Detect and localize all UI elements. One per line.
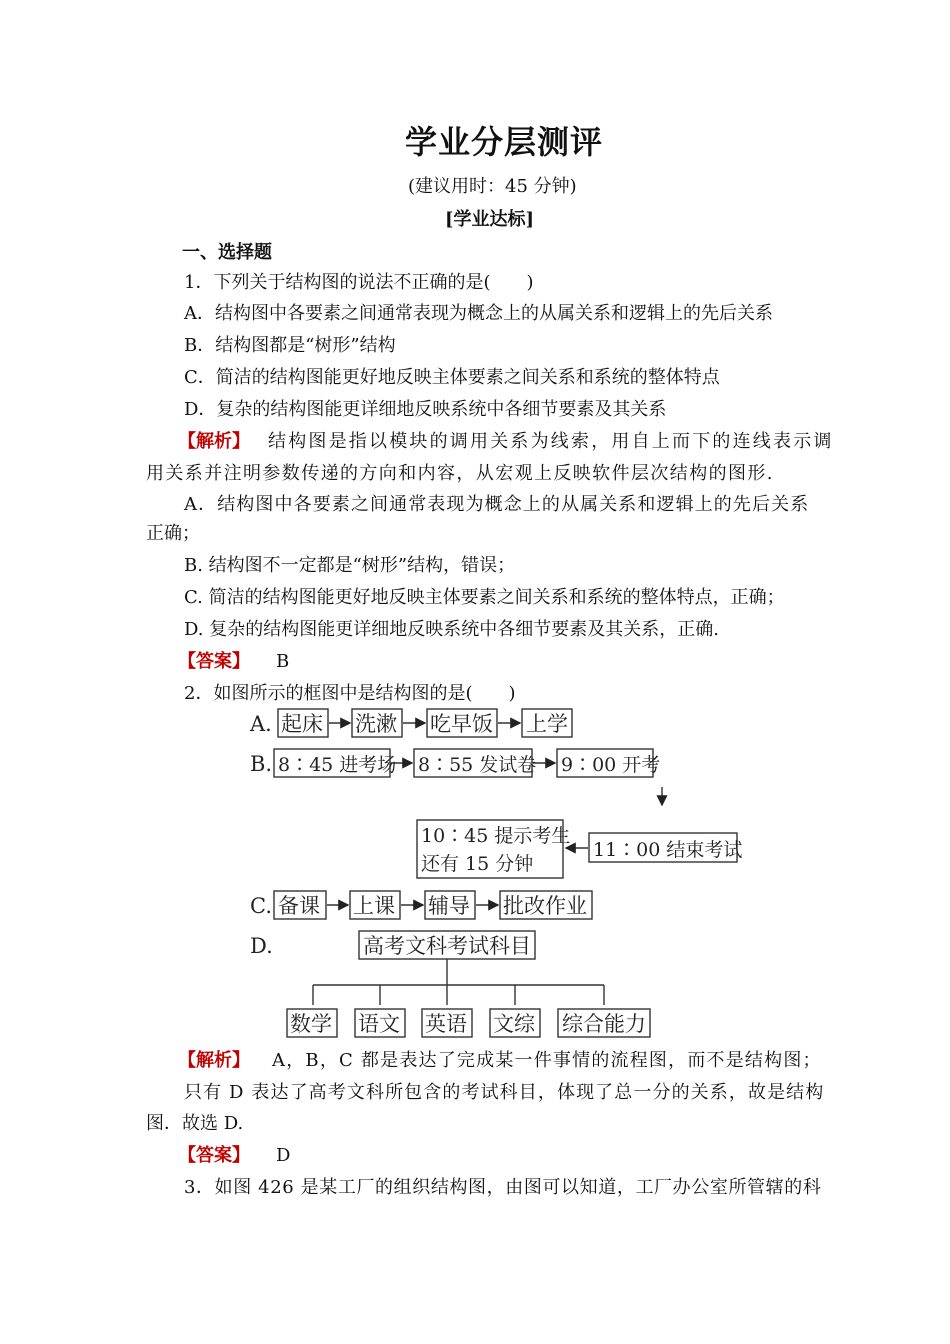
fig-label-c: C. [250,894,272,918]
fig-box-text: 高考文科考试科目 [363,934,531,958]
q1-option-c: C．简洁的结构图能更好地反映主体要素之间关系和系统的整体特点 [184,367,720,388]
q1-analysis-line: C. 简洁的结构图能更好地反映主体要素之间关系和系统的整体特点，正确； [184,587,785,608]
q1-option-b: B．结构图都是“树形”结构 [184,335,396,356]
fig-box-text: 9∶00 开考 [561,754,661,776]
q2-analysis-line: A，B，C 都是表达了完成某一件事情的流程图，而不是结构图； [272,1050,822,1071]
q1-option-a: A．结构图中各要素之间通常表现为概念上的从属关系和逻辑上的先后关系 [184,303,773,324]
q2-analysis-line: 只有 D 表达了高考文科所包含的考试科目，体现了总一分的关系，故是结构 [184,1082,825,1103]
q1-option-d: D．复杂的结构图能更详细地反映系统中各细节要素及其关系 [184,399,667,420]
q2-analysis-tag: 【解析】 [178,1050,250,1071]
fig-label-d: D. [250,934,273,958]
q2-analysis-line: 图．故选 D. [146,1113,244,1134]
fig-box-text: 11∶00 结束考试 [593,839,743,861]
q1-stem: 1．下列关于结构图的说法不正确的是( ) [184,272,534,293]
q1-analysis-line: 结构图是指以模块的调用关系为线索，用自上而下的连线表示调 [268,431,834,452]
fig-box-text: 吃早饭 [430,712,493,736]
fig-box-text: 文综 [493,1012,535,1036]
part-heading: 一、选择题 [182,242,272,263]
subtitle: (建议用时：45 分钟) [408,176,577,197]
q2-answer-tag: 【答案】 [178,1145,250,1166]
fig-box-text: 语文 [358,1012,400,1036]
section-tag: [学业达标] [445,209,535,230]
fig-box-text: 备课 [278,894,320,918]
fig-box-text: 批改作业 [503,894,587,918]
fig-box-text: 洗漱 [355,712,397,736]
q1-analysis-line: D. 复杂的结构图能更详细地反映系统中各细节要素及其关系，正确. [184,619,719,640]
fig-box-text: 还有 15 分钟 [421,853,534,875]
fig-box-text: 8∶55 发试卷 [418,754,537,776]
fig-box-text: 8∶45 进考场 [278,754,397,776]
q1-analysis-tag: 【解析】 [178,431,250,452]
fig-box-text: 上课 [353,894,395,918]
fig-box-text: 起床 [281,712,323,736]
q2-answer: D [276,1145,291,1166]
q1-analysis-line: B. 结构图不一定都是“树形”结构，错误； [184,555,516,576]
fig-box-text: 英语 [425,1012,467,1036]
q1-analysis-line: 正确； [146,523,200,544]
fig-label-b: B. [250,752,273,776]
fig-box-text: 综合能力 [562,1012,646,1036]
q1-answer: B [276,651,290,672]
fig-box-text: 上学 [526,712,568,736]
q3-stem: 3．如图 426 是某工厂的组织结构图，由图可以知道，工厂办公室所管辖的科 [184,1177,822,1198]
page-title: 学业分层测评 [405,123,604,161]
fig-label-a: A. [250,712,272,736]
fig-box-text: 10∶45 提示考生 [421,825,571,847]
fig-box-text: 数学 [290,1012,332,1036]
q2-stem: 2．如图所示的框图中是结构图的是( ) [184,683,516,704]
q1-answer-tag: 【答案】 [178,651,250,672]
q1-analysis-line: A．结构图中各要素之间通常表现为概念上的从属关系和逻辑上的先后关系 [184,494,810,515]
fig-box-text: 辅导 [428,894,470,918]
q1-analysis-line: 用关系并注明参数传递的方向和内容，从宏观上反映软件层次结构的图形. [146,463,774,484]
